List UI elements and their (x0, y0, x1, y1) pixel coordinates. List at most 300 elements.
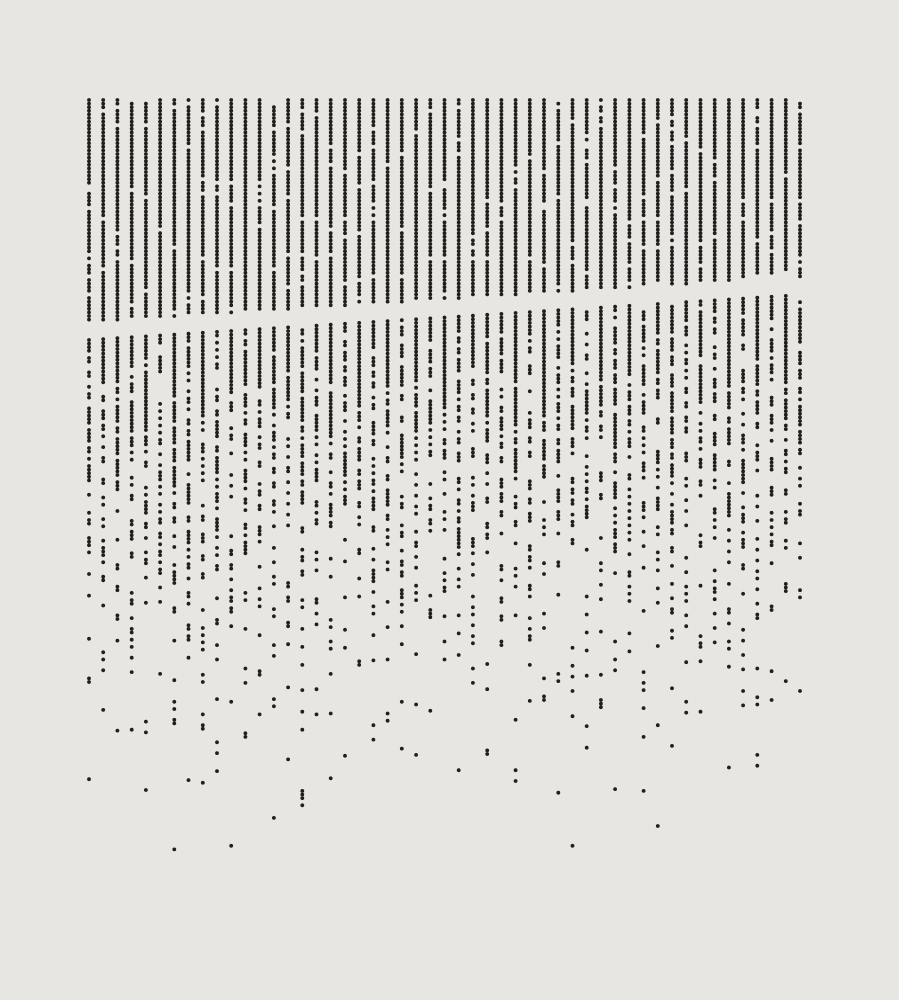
dot-c23-27 (414, 199, 418, 203)
dot-c34-52 (571, 311, 575, 315)
dot-c48-22 (770, 177, 774, 181)
dot-c31-75 (528, 483, 532, 487)
dot-c31-31 (528, 213, 532, 217)
dot-c37-68 (613, 398, 617, 402)
dot-c40-27 (656, 203, 660, 207)
dot-c4-16 (144, 163, 148, 167)
dot-c11-71 (244, 379, 248, 383)
dot-c33-16 (556, 167, 560, 171)
dot-c35-38 (585, 257, 589, 261)
dot-c41-78 (670, 452, 674, 456)
dot-c0-44 (87, 278, 91, 282)
dot-c24-3 (428, 113, 432, 117)
dot-c33-31 (556, 224, 560, 228)
dot-c44-5 (713, 116, 717, 120)
dot-c23-80 (414, 418, 418, 422)
dot-c21-100 (386, 568, 390, 572)
dot-c7-48 (187, 278, 191, 282)
dot-c35-56 (585, 393, 589, 397)
dot-c48-44 (770, 267, 774, 271)
dot-c30-40 (514, 253, 518, 257)
dot-c9-43 (215, 264, 219, 268)
dot-c40-18 (656, 167, 660, 171)
dot-c18-18 (343, 163, 347, 167)
dot-c6-102 (172, 534, 176, 538)
dot-c25-83 (443, 456, 447, 460)
dot-c25-8 (443, 127, 447, 131)
dot-c43-26 (699, 195, 703, 199)
dot-c35-77 (585, 548, 589, 552)
dot-c14-55 (286, 329, 290, 333)
dot-c48-53 (770, 327, 774, 331)
dot-c24-69 (428, 403, 432, 407)
dot-c12-54 (258, 327, 262, 331)
dot-c19-38 (357, 246, 361, 250)
dot-c13-31 (272, 235, 276, 239)
dot-c20-3 (372, 109, 376, 113)
dot-c41-24 (670, 203, 674, 207)
dot-c7-82 (187, 483, 191, 487)
dot-c24-65 (428, 371, 432, 375)
dot-c44-77 (713, 479, 717, 483)
dot-c47-86 (755, 559, 759, 563)
dot-c3-69 (130, 389, 134, 393)
dot-c5-8 (158, 127, 162, 131)
dot-c17-51 (329, 296, 333, 300)
dot-c47-28 (755, 213, 759, 217)
dot-c32-62 (542, 353, 546, 357)
dot-c23-7 (414, 123, 418, 127)
dot-c3-20 (130, 174, 134, 178)
dot-c40-10 (656, 138, 660, 142)
dot-c45-90 (727, 481, 731, 485)
dot-c25-44 (443, 275, 447, 279)
dot-c8-48 (201, 289, 205, 293)
dot-c21-105 (386, 719, 390, 723)
dot-c40-58 (656, 349, 660, 353)
dot-c4-13 (144, 152, 148, 156)
dot-c10-55 (229, 311, 233, 315)
dot-c37-96 (613, 546, 617, 550)
dot-c39-75 (642, 465, 646, 469)
dot-c49-45 (784, 264, 788, 268)
dot-c44-17 (713, 163, 717, 167)
dot-c36-3 (599, 116, 603, 120)
dot-c4-70 (144, 389, 148, 393)
dot-c33-53 (556, 323, 560, 327)
dot-c41-74 (670, 431, 674, 435)
dot-c6-34 (172, 224, 176, 228)
dot-c26-3 (457, 113, 461, 117)
dot-c12-94 (258, 605, 262, 609)
dot-c43-12 (699, 141, 703, 145)
dot-c22-10 (400, 134, 404, 138)
dot-c31-63 (528, 368, 532, 372)
dot-c19-11 (357, 138, 361, 142)
dot-c0-22 (87, 177, 91, 181)
dot-c39-40 (642, 257, 646, 261)
dot-c44-23 (713, 188, 717, 192)
dot-c5-4 (158, 113, 162, 117)
dot-c47-74 (755, 422, 759, 426)
dot-c6-101 (172, 520, 176, 524)
dot-c40-61 (656, 360, 660, 364)
dot-c23-28 (414, 203, 418, 207)
dot-c6-39 (172, 242, 176, 246)
dot-c19-67 (357, 375, 361, 379)
dot-c32-46 (542, 278, 546, 282)
dot-c2-23 (116, 188, 120, 192)
dot-c31-27 (528, 199, 532, 203)
dot-c2-33 (116, 224, 120, 228)
dot-c36-11 (599, 149, 603, 153)
dot-c29-86 (500, 499, 504, 503)
dot-c46-26 (741, 192, 745, 196)
dot-c3-71 (130, 404, 134, 408)
dot-c21-45 (386, 264, 390, 268)
dot-c18-37 (343, 242, 347, 246)
dot-c5-1 (158, 102, 162, 106)
dot-c2-47 (116, 285, 120, 289)
dot-c39-56 (642, 346, 646, 350)
dot-c45-1 (727, 102, 731, 106)
dot-c11-45 (244, 260, 248, 264)
dot-c4-69 (144, 385, 148, 389)
dot-c45-46 (727, 264, 731, 268)
dot-c18-60 (343, 354, 347, 358)
dot-c38-0 (628, 98, 632, 102)
dot-c38-3 (628, 109, 632, 113)
dot-c16-38 (315, 242, 319, 246)
dot-c41-90 (670, 521, 674, 525)
dot-c6-117 (172, 848, 176, 852)
dot-c13-93 (272, 614, 276, 618)
dot-c23-88 (414, 472, 418, 476)
dot-c11-44 (244, 257, 248, 261)
dot-c36-83 (599, 475, 603, 479)
dot-c40-29 (656, 210, 660, 214)
dot-c14-22 (286, 185, 290, 189)
dot-c31-90 (528, 616, 532, 620)
dot-c38-84 (628, 477, 632, 481)
dot-c28-96 (485, 687, 489, 691)
dot-c25-14 (443, 149, 447, 153)
dot-c42-68 (684, 405, 688, 409)
dot-c38-78 (628, 430, 632, 434)
dot-c1-79 (101, 434, 105, 438)
dot-c49-83 (784, 449, 788, 453)
dot-c26-58 (457, 336, 461, 340)
dot-c27-5 (471, 116, 475, 120)
dot-c34-48 (571, 282, 575, 286)
dot-c14-25 (286, 199, 290, 203)
dot-c13-14 (272, 167, 276, 171)
dot-c0-39 (87, 249, 91, 253)
dot-c25-76 (443, 413, 447, 417)
dot-c49-50 (784, 305, 788, 309)
dot-c49-37 (784, 235, 788, 239)
dot-c4-62 (144, 353, 148, 357)
dot-c21-2 (386, 105, 390, 109)
dot-c10-40 (229, 249, 233, 253)
dot-c7-101 (187, 602, 191, 606)
dot-c37-56 (613, 341, 617, 345)
dot-c9-37 (215, 242, 219, 246)
dot-c41-61 (670, 377, 674, 381)
dot-c39-0 (642, 98, 646, 102)
dot-c30-70 (514, 376, 518, 380)
dot-c18-25 (343, 192, 347, 196)
dot-c39-1 (642, 102, 646, 106)
dot-c39-31 (642, 221, 646, 225)
dot-c48-16 (770, 156, 774, 160)
dot-c31-2 (528, 105, 532, 109)
dot-c34-26 (571, 195, 575, 199)
dot-c26-87 (457, 516, 461, 520)
dot-c43-30 (699, 210, 703, 214)
dot-c16-53 (315, 300, 319, 304)
dot-c4-5 (144, 120, 148, 124)
dot-c31-71 (528, 440, 532, 444)
dot-c8-33 (201, 231, 205, 235)
dot-c0-21 (87, 174, 91, 178)
dot-c12-47 (258, 285, 262, 289)
dot-c11-12 (244, 141, 248, 145)
dot-c10-19 (229, 167, 233, 171)
dot-c46-58 (741, 344, 745, 348)
dot-c14-48 (286, 289, 290, 293)
dot-c32-32 (542, 224, 546, 228)
dot-c38-62 (628, 351, 632, 355)
dot-c17-53 (329, 303, 333, 307)
dot-c17-68 (329, 373, 333, 377)
dot-c22-34 (400, 224, 404, 228)
dot-c32-65 (542, 363, 546, 367)
dot-c14-76 (286, 416, 290, 420)
dot-c21-44 (386, 260, 390, 264)
dot-c28-20 (485, 170, 489, 174)
dot-c10-57 (229, 333, 233, 337)
dot-c4-23 (144, 188, 148, 192)
dot-c8-10 (201, 141, 205, 145)
dot-c30-55 (514, 322, 518, 326)
dot-c41-8 (670, 134, 674, 138)
dot-c37-76 (613, 434, 617, 438)
dot-c48-32 (770, 217, 774, 221)
dot-c17-82 (329, 431, 333, 435)
dot-c3-25 (130, 195, 134, 199)
dot-c36-24 (599, 195, 603, 199)
dot-c42-19 (684, 170, 688, 174)
dot-c12-92 (258, 587, 262, 591)
dot-c1-5 (101, 120, 105, 124)
dot-c33-52 (556, 319, 560, 323)
dot-c48-39 (770, 246, 774, 250)
dot-c10-84 (229, 534, 233, 538)
dot-c31-1 (528, 102, 532, 106)
dot-c43-71 (699, 393, 703, 397)
dot-c31-57 (528, 328, 532, 332)
dot-c46-55 (741, 326, 745, 330)
dot-c2-85 (116, 459, 120, 463)
dot-c11-70 (244, 375, 248, 379)
dot-c38-61 (628, 347, 632, 351)
dot-c42-62 (684, 362, 688, 366)
dot-c43-76 (699, 429, 703, 433)
dot-c22-89 (400, 563, 404, 567)
dot-c41-45 (670, 305, 674, 309)
dot-c22-59 (400, 347, 404, 351)
dot-c28-28 (485, 203, 489, 207)
dot-c12-45 (258, 278, 262, 282)
dot-c0-18 (87, 163, 91, 167)
dot-c8-97 (201, 608, 205, 612)
dot-c37-6 (613, 120, 617, 124)
dot-c34-12 (571, 145, 575, 149)
dot-c33-84 (556, 514, 560, 518)
dot-c6-115 (172, 718, 176, 722)
dot-c44-79 (713, 507, 717, 511)
dot-c15-106 (300, 789, 304, 793)
dot-c8-26 (201, 206, 205, 210)
dot-c25-12 (443, 141, 447, 145)
dot-c34-80 (571, 437, 575, 441)
dot-c29-91 (500, 568, 504, 572)
dot-c0-58 (87, 349, 91, 353)
dot-c47-22 (755, 192, 759, 196)
dot-c34-78 (571, 423, 575, 427)
dot-c34-10 (571, 138, 575, 142)
dot-c32-7 (542, 123, 546, 127)
dot-c47-18 (755, 177, 759, 181)
dot-c12-18 (258, 163, 262, 167)
dot-c18-44 (343, 267, 347, 271)
dot-c1-87 (101, 517, 105, 521)
dot-c42-10 (684, 134, 688, 138)
dot-c1-77 (101, 424, 105, 428)
dot-c31-74 (528, 479, 532, 483)
dot-c10-12 (229, 141, 233, 145)
dot-c11-102 (244, 598, 248, 602)
dot-c43-62 (699, 353, 703, 357)
dot-c14-28 (286, 210, 290, 214)
dot-c5-23 (158, 181, 162, 185)
dot-c41-53 (670, 337, 674, 341)
dot-c9-23 (215, 188, 219, 192)
dot-c30-43 (514, 264, 518, 268)
dot-c6-67 (172, 365, 176, 369)
dot-c12-74 (258, 417, 262, 421)
dot-c29-75 (500, 427, 504, 431)
dot-c27-70 (471, 397, 475, 401)
dot-c18-86 (343, 502, 347, 506)
dot-c28-24 (485, 185, 489, 189)
dot-c46-83 (741, 516, 745, 520)
dot-c38-19 (628, 167, 632, 171)
dot-c10-74 (229, 401, 233, 405)
dot-c22-56 (400, 329, 404, 333)
dot-c48-63 (770, 396, 774, 400)
dot-c21-79 (386, 413, 390, 417)
dot-c8-13 (201, 152, 205, 156)
dot-c16-30 (315, 210, 319, 214)
dot-c46-91 (741, 592, 745, 596)
dot-c22-52 (400, 296, 404, 300)
dot-c34-42 (571, 257, 575, 261)
dot-c29-50 (500, 285, 504, 289)
dot-c45-105 (727, 622, 731, 626)
dot-c41-64 (670, 391, 674, 395)
dot-c5-54 (158, 296, 162, 300)
dot-c37-99 (613, 640, 617, 644)
dot-c12-48 (258, 289, 262, 293)
dot-c36-26 (599, 203, 603, 207)
dot-c11-66 (244, 361, 248, 365)
dot-c23-99 (414, 591, 418, 595)
dot-c7-18 (187, 170, 191, 174)
dot-c23-102 (414, 703, 418, 707)
dot-c49-64 (784, 355, 788, 359)
dot-c26-83 (457, 488, 461, 492)
dot-c30-64 (514, 354, 518, 358)
dot-c32-0 (542, 98, 546, 102)
dot-c44-36 (713, 239, 717, 243)
dot-c14-8 (286, 131, 290, 135)
dot-c22-29 (400, 206, 404, 210)
dot-c30-59 (514, 336, 518, 340)
dot-c7-28 (187, 206, 191, 210)
dot-c21-92 (386, 499, 390, 503)
dot-c23-66 (414, 357, 418, 361)
dot-c12-36 (258, 246, 262, 250)
dot-c16-49 (315, 285, 319, 289)
dot-c8-70 (201, 389, 205, 393)
dot-c45-58 (727, 323, 731, 327)
dot-c38-17 (628, 159, 632, 163)
dot-c42-66 (684, 390, 688, 394)
dot-c26-47 (457, 278, 461, 282)
dot-c20-85 (372, 529, 376, 533)
dot-c27-51 (471, 293, 475, 297)
dot-c46-14 (741, 149, 745, 153)
dot-c25-75 (443, 406, 447, 410)
dot-c3-63 (130, 357, 134, 361)
dot-c1-98 (101, 658, 105, 662)
dot-c39-4 (642, 113, 646, 117)
dot-c49-38 (784, 239, 788, 243)
dot-c9-21 (215, 177, 219, 181)
dot-c30-27 (514, 206, 518, 210)
dot-c32-6 (542, 120, 546, 124)
dot-c4-92 (144, 507, 148, 511)
dot-c39-77 (642, 476, 646, 480)
dot-c26-9 (457, 134, 461, 138)
dot-c8-99 (201, 633, 205, 637)
dot-c14-27 (286, 206, 290, 210)
dot-c36-30 (599, 217, 603, 221)
dot-c41-54 (670, 341, 674, 345)
dot-c48-51 (770, 313, 774, 317)
dot-c10-88 (229, 567, 233, 571)
dot-c45-49 (727, 275, 731, 279)
dot-c46-69 (741, 434, 745, 438)
dot-c21-0 (386, 98, 390, 102)
dot-c47-69 (755, 393, 759, 397)
dot-c25-52 (443, 323, 447, 327)
dot-c34-85 (571, 480, 575, 484)
dot-c29-16 (500, 156, 504, 160)
dot-c27-14 (471, 149, 475, 153)
